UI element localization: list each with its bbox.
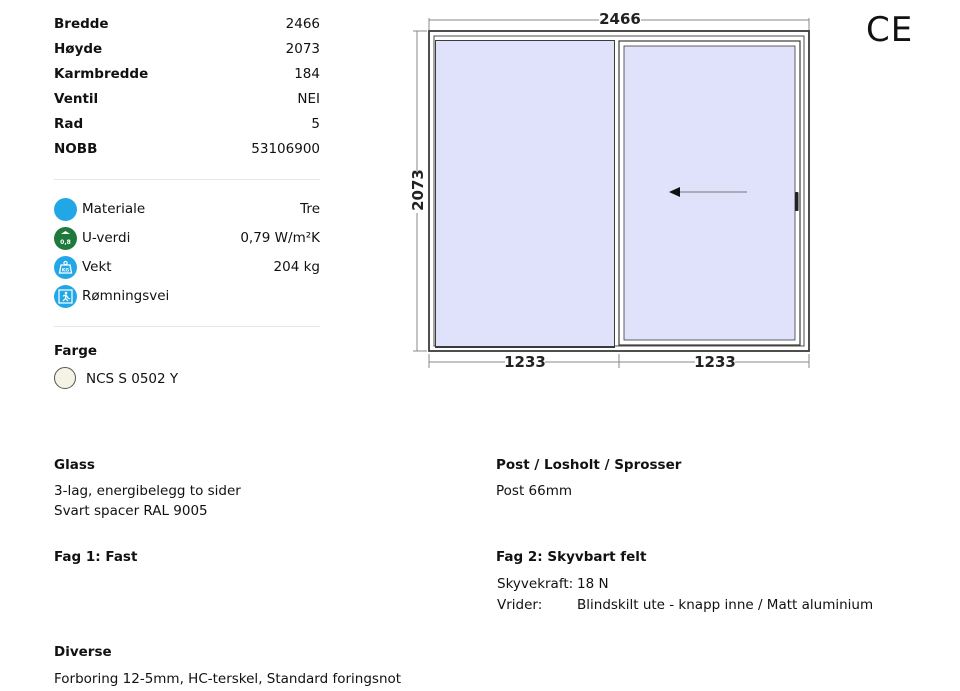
fag2-key: Skyvekraft:: [497, 576, 574, 592]
fag2-value: Blindskilt ute - knapp inne / Matt aluminium: [577, 597, 874, 613]
spec-value: 2466: [285, 16, 320, 32]
diverse-heading: Diverse: [54, 644, 112, 660]
glass-line: Svart spacer RAL 9005: [54, 503, 208, 519]
left-pane-glass: [436, 41, 614, 346]
spec-value: 5: [311, 116, 320, 132]
glass-line: 3-lag, energibelegg to sider: [54, 483, 241, 499]
divider: [54, 179, 320, 180]
property-label: Vekt: [82, 259, 112, 275]
u-value-badge-text: 0,8: [60, 239, 71, 246]
left-pane-label: 1233: [504, 353, 546, 371]
spec-value: 53106900: [251, 141, 320, 157]
spec-label: Bredde: [54, 16, 109, 32]
height-label: 2073: [409, 169, 427, 211]
width-label: 2466: [599, 10, 641, 28]
spec-label: Ventil: [54, 91, 99, 107]
spec-row-bredde: [54, 16, 320, 36]
property-row-vekt: [54, 256, 320, 280]
property-row-u-verdi: [54, 227, 320, 251]
bottom-dimensions: [429, 354, 809, 368]
glass-heading: Glass: [54, 457, 95, 473]
spec-label: Høyde: [54, 41, 103, 57]
spec-label: Rad: [54, 116, 84, 132]
handle: [795, 192, 799, 211]
property-value: 204 kg: [273, 259, 320, 275]
divider: [54, 326, 320, 327]
spec-value: 2073: [285, 41, 320, 57]
spec-value: NEI: [297, 91, 320, 107]
property-row-materiale: [54, 198, 320, 222]
spec-label: Karmbredde: [54, 66, 149, 82]
spec-row-nobb: [54, 141, 320, 161]
spec-value: 184: [294, 66, 320, 82]
color-swatch: [54, 367, 76, 389]
weight-icon: [54, 256, 77, 279]
fag2-key: Vrider:: [497, 597, 543, 613]
farge-heading: Farge: [54, 343, 98, 359]
spec-row-hoyde: [54, 41, 320, 61]
window-drawing: [405, 8, 825, 382]
u-value-icon: [54, 227, 77, 250]
right-pane-label: 1233: [694, 353, 736, 371]
escape-route-icon: [54, 285, 77, 308]
spec-row-rad: [54, 116, 320, 136]
fag2-value: 18 N: [577, 576, 609, 592]
post-heading: Post / Losholt / Sprosser: [496, 457, 682, 473]
fag1-heading: Fag 1: Fast: [54, 549, 138, 565]
property-value: Tre: [300, 201, 320, 217]
property-row-romningsvei: [54, 285, 320, 309]
right-pane-glass: [624, 46, 795, 340]
property-label: Materiale: [82, 201, 146, 217]
spec-label: NOBB: [54, 141, 98, 157]
property-label: U-verdi: [82, 230, 131, 246]
spec-row-ventil: [54, 91, 320, 111]
ce-mark: CE: [866, 10, 914, 50]
color-value: NCS S 0502 Y: [86, 371, 179, 387]
post-line: Post 66mm: [496, 483, 573, 499]
diverse-text: Forboring 12-5mm, HC-terskel, Standard foringsnot: [54, 671, 402, 687]
fag2-heading: Fag 2: Skyvbart felt: [496, 549, 647, 565]
material-icon: [54, 198, 77, 221]
property-value: 0,79 W/m²K: [240, 230, 320, 246]
spec-row-karmbredde: [54, 66, 320, 86]
weight-badge-text: KG: [61, 268, 70, 274]
property-label: Rømningsvei: [82, 288, 170, 304]
